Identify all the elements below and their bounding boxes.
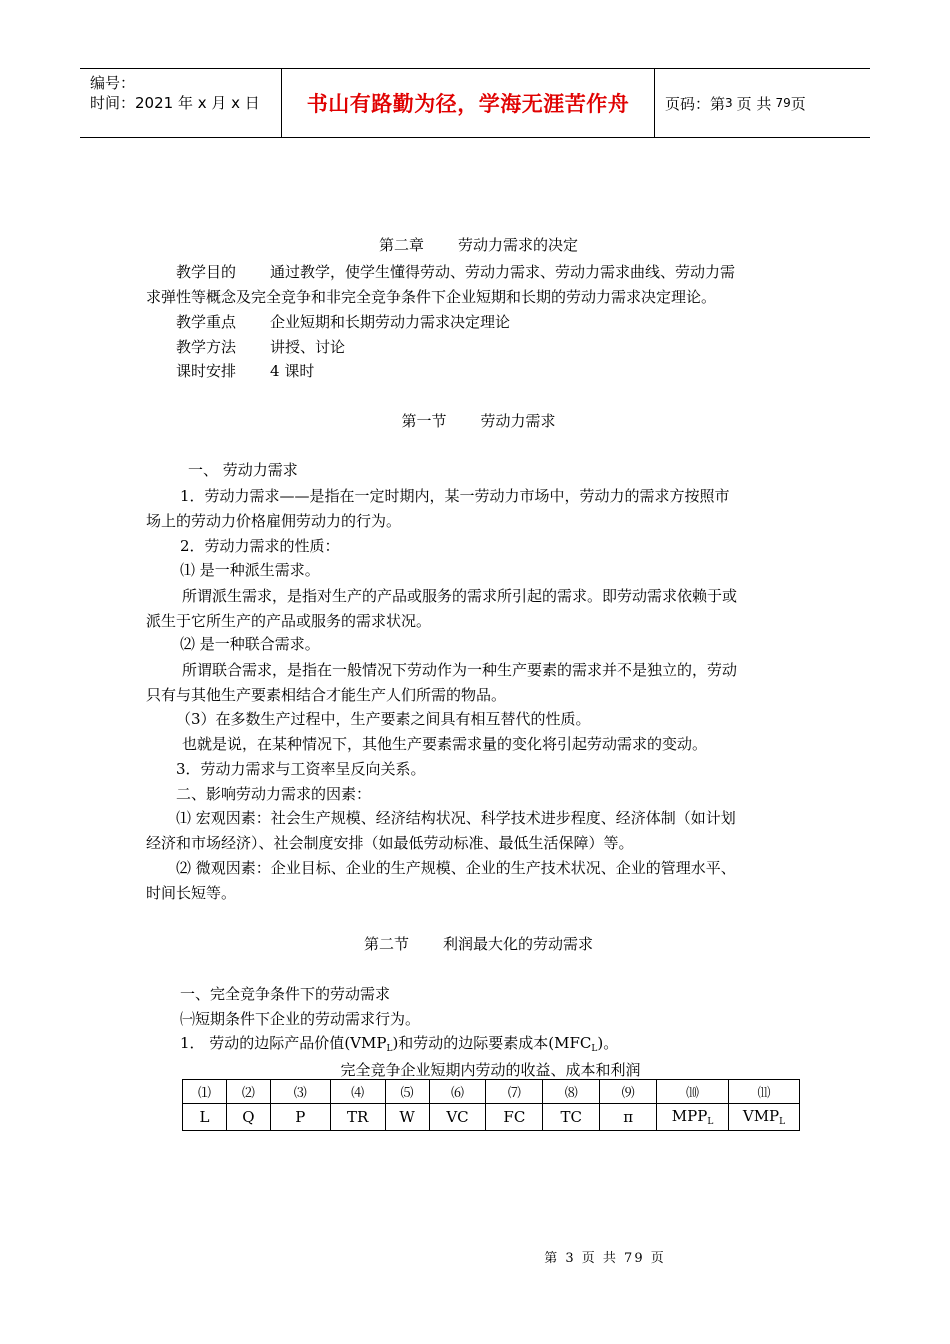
table-cell: ⑴ [183,1080,227,1104]
section1-name: 劳动力需求 [480,412,556,430]
table-cell: W [385,1104,429,1131]
table-row [183,1080,800,1104]
objective-line [176,263,735,281]
mfc-text: )和劳动的边际要素成本(MFC [392,1034,592,1052]
table-cell: P [270,1104,330,1131]
paragraph-line: 3．劳动力需求与工资率呈反向关系。 [176,760,426,778]
section2-title [146,935,811,953]
document-date: 时间：2021 年 x 月 x 日 [90,94,260,112]
paragraph-line: ⑵ 微观因素：企业目标、企业的生产规模、企业的生产技术状况、企业的管理水平、 [176,859,736,877]
page-prefix: 页码：第 [665,94,726,113]
vmp-subscript: L [386,1044,393,1054]
method-line [176,338,345,356]
table-cell: ⑹ [429,1080,486,1104]
section1-title [146,412,811,430]
table-cell: TR [330,1104,385,1131]
data-table [182,1079,800,1131]
paragraph-line: 2．劳动力需求的性质： [180,537,340,555]
vmp-mfc-line [180,1034,618,1058]
table-cell: ⑸ [385,1080,429,1104]
table-cell: TC [543,1104,600,1131]
table-cell: ⑻ [543,1080,600,1104]
paragraph-line: ⑵ 是一种联合需求。 [180,635,320,653]
hours-label: 课时安排 [176,362,237,380]
objective-text-cont: 求弹性等概念及完全竞争和非完全竞争条件下企业短期和长期的劳动力需求决定理论。 [146,288,717,306]
mfc-subscript: L [591,1044,598,1054]
paragraph-line: （3）在多数生产过程中，生产要素之间具有相互替代的性质。 [176,710,591,728]
table-cell: ⑶ [270,1080,330,1104]
paragraph-line: 场上的劳动力价格雇佣劳动力的行为。 [146,512,402,530]
section2-name: 利润最大化的劳动需求 [443,935,594,953]
paragraph-line: 也就是说，在某种情况下，其他生产要素需求量的变化将引起劳动需求的变动。 [182,735,708,753]
table-cell: Q [226,1104,270,1131]
mpp-label: MPP [671,1107,708,1125]
page-mid: 页 共 [736,94,772,113]
section1-heading: 一、 劳动力需求 [188,461,298,479]
hours-text: 4 课时 [270,362,315,380]
paragraph-line: 时间长短等。 [146,884,237,902]
method-text: 讲授、讨论 [270,338,346,356]
vmp-label: VMP [742,1107,780,1125]
method-label: 教学方法 [176,338,237,356]
document-number-label: 编号： [90,74,136,92]
paragraph-line: 1．劳动力需求——是指在一定时期内，某一劳动力市场中，劳动力的需求方按照市 [180,487,730,505]
hours-line [176,362,314,380]
table-cell: L [183,1104,227,1131]
chapter-name: 劳动力需求的决定 [458,236,579,254]
chapter-title [146,236,811,254]
table-cell: ⑺ [486,1080,543,1104]
paragraph-line: 所谓派生需求，是指对生产的产品或服务的需求所引起的需求。即劳动需求依赖于或 [182,587,738,605]
paragraph-line: 派生于它所生产的产品或服务的需求状况。 [146,612,432,630]
table-cell: ⑷ [330,1080,385,1104]
table-cell: ⑾ [729,1080,800,1104]
section2-subheading: ㈠短期条件下企业的劳动需求行为。 [180,1010,421,1028]
paragraph-line: 二、影响劳动力需求的因素： [176,785,372,803]
table-cell: π [600,1104,657,1131]
focus-label: 教学重点 [176,313,237,331]
table-cell: FC [486,1104,543,1131]
table-caption: 完全竞争企业短期内劳动的收益、成本和利润 [340,1061,641,1079]
header-motto: 书山有路勤为径，学海无涯苦作舟 [306,92,630,116]
paragraph-line: ⑴ 是一种派生需求。 [180,561,320,579]
vmp-text: 1． 劳动的边际产品价值(VMP [180,1034,387,1052]
table-row [183,1104,800,1131]
table-cell: ⑽ [657,1080,729,1104]
focus-text: 企业短期和长期劳动力需求决定理论 [270,313,511,331]
paragraph-line: 所谓联合需求，是指在一般情况下劳动作为一种生产要素的需求并不是独立的，劳动 [182,661,738,679]
paragraph-line: ⑴ 宏观因素：社会生产规模、经济结构状况、科学技术进步程度、经济体制（如计划 [176,809,736,827]
mfc-text-end: )。 [597,1034,619,1052]
table-cell: VC [429,1104,486,1131]
table-cell: ⑼ [600,1080,657,1104]
table-cell [657,1104,729,1131]
table-cell [729,1104,800,1131]
mpp-subscript: L [707,1117,714,1127]
chapter-number: 第二章 [378,236,424,254]
paragraph-line: 只有与其他生产要素相结合才能生产人们所需的物品。 [146,686,507,704]
section1-number: 第一节 [401,412,447,430]
focus-line [176,313,510,331]
objective-text: 通过教学，使学生懂得劳动、劳动力需求、劳动力需求曲线、劳动力需 [270,263,736,281]
vmp-subscript: L [779,1117,786,1127]
page-current: 3 [725,96,733,110]
section2-number: 第二节 [363,935,409,953]
document-body [146,0,811,1244]
page-suffix: 页 [790,94,806,113]
page-total: 79 [775,96,791,110]
section2-heading: 一、完全竞争条件下的劳动需求 [180,985,391,1003]
objective-label: 教学目的 [176,263,237,281]
paragraph-line: 经济和市场经济）、社会制度安排（如最低劳动标准、最低生活保障）等。 [146,834,634,852]
table-cell: ⑵ [226,1080,270,1104]
page-footer: 第 3 页 共 79 页 [544,1251,666,1266]
